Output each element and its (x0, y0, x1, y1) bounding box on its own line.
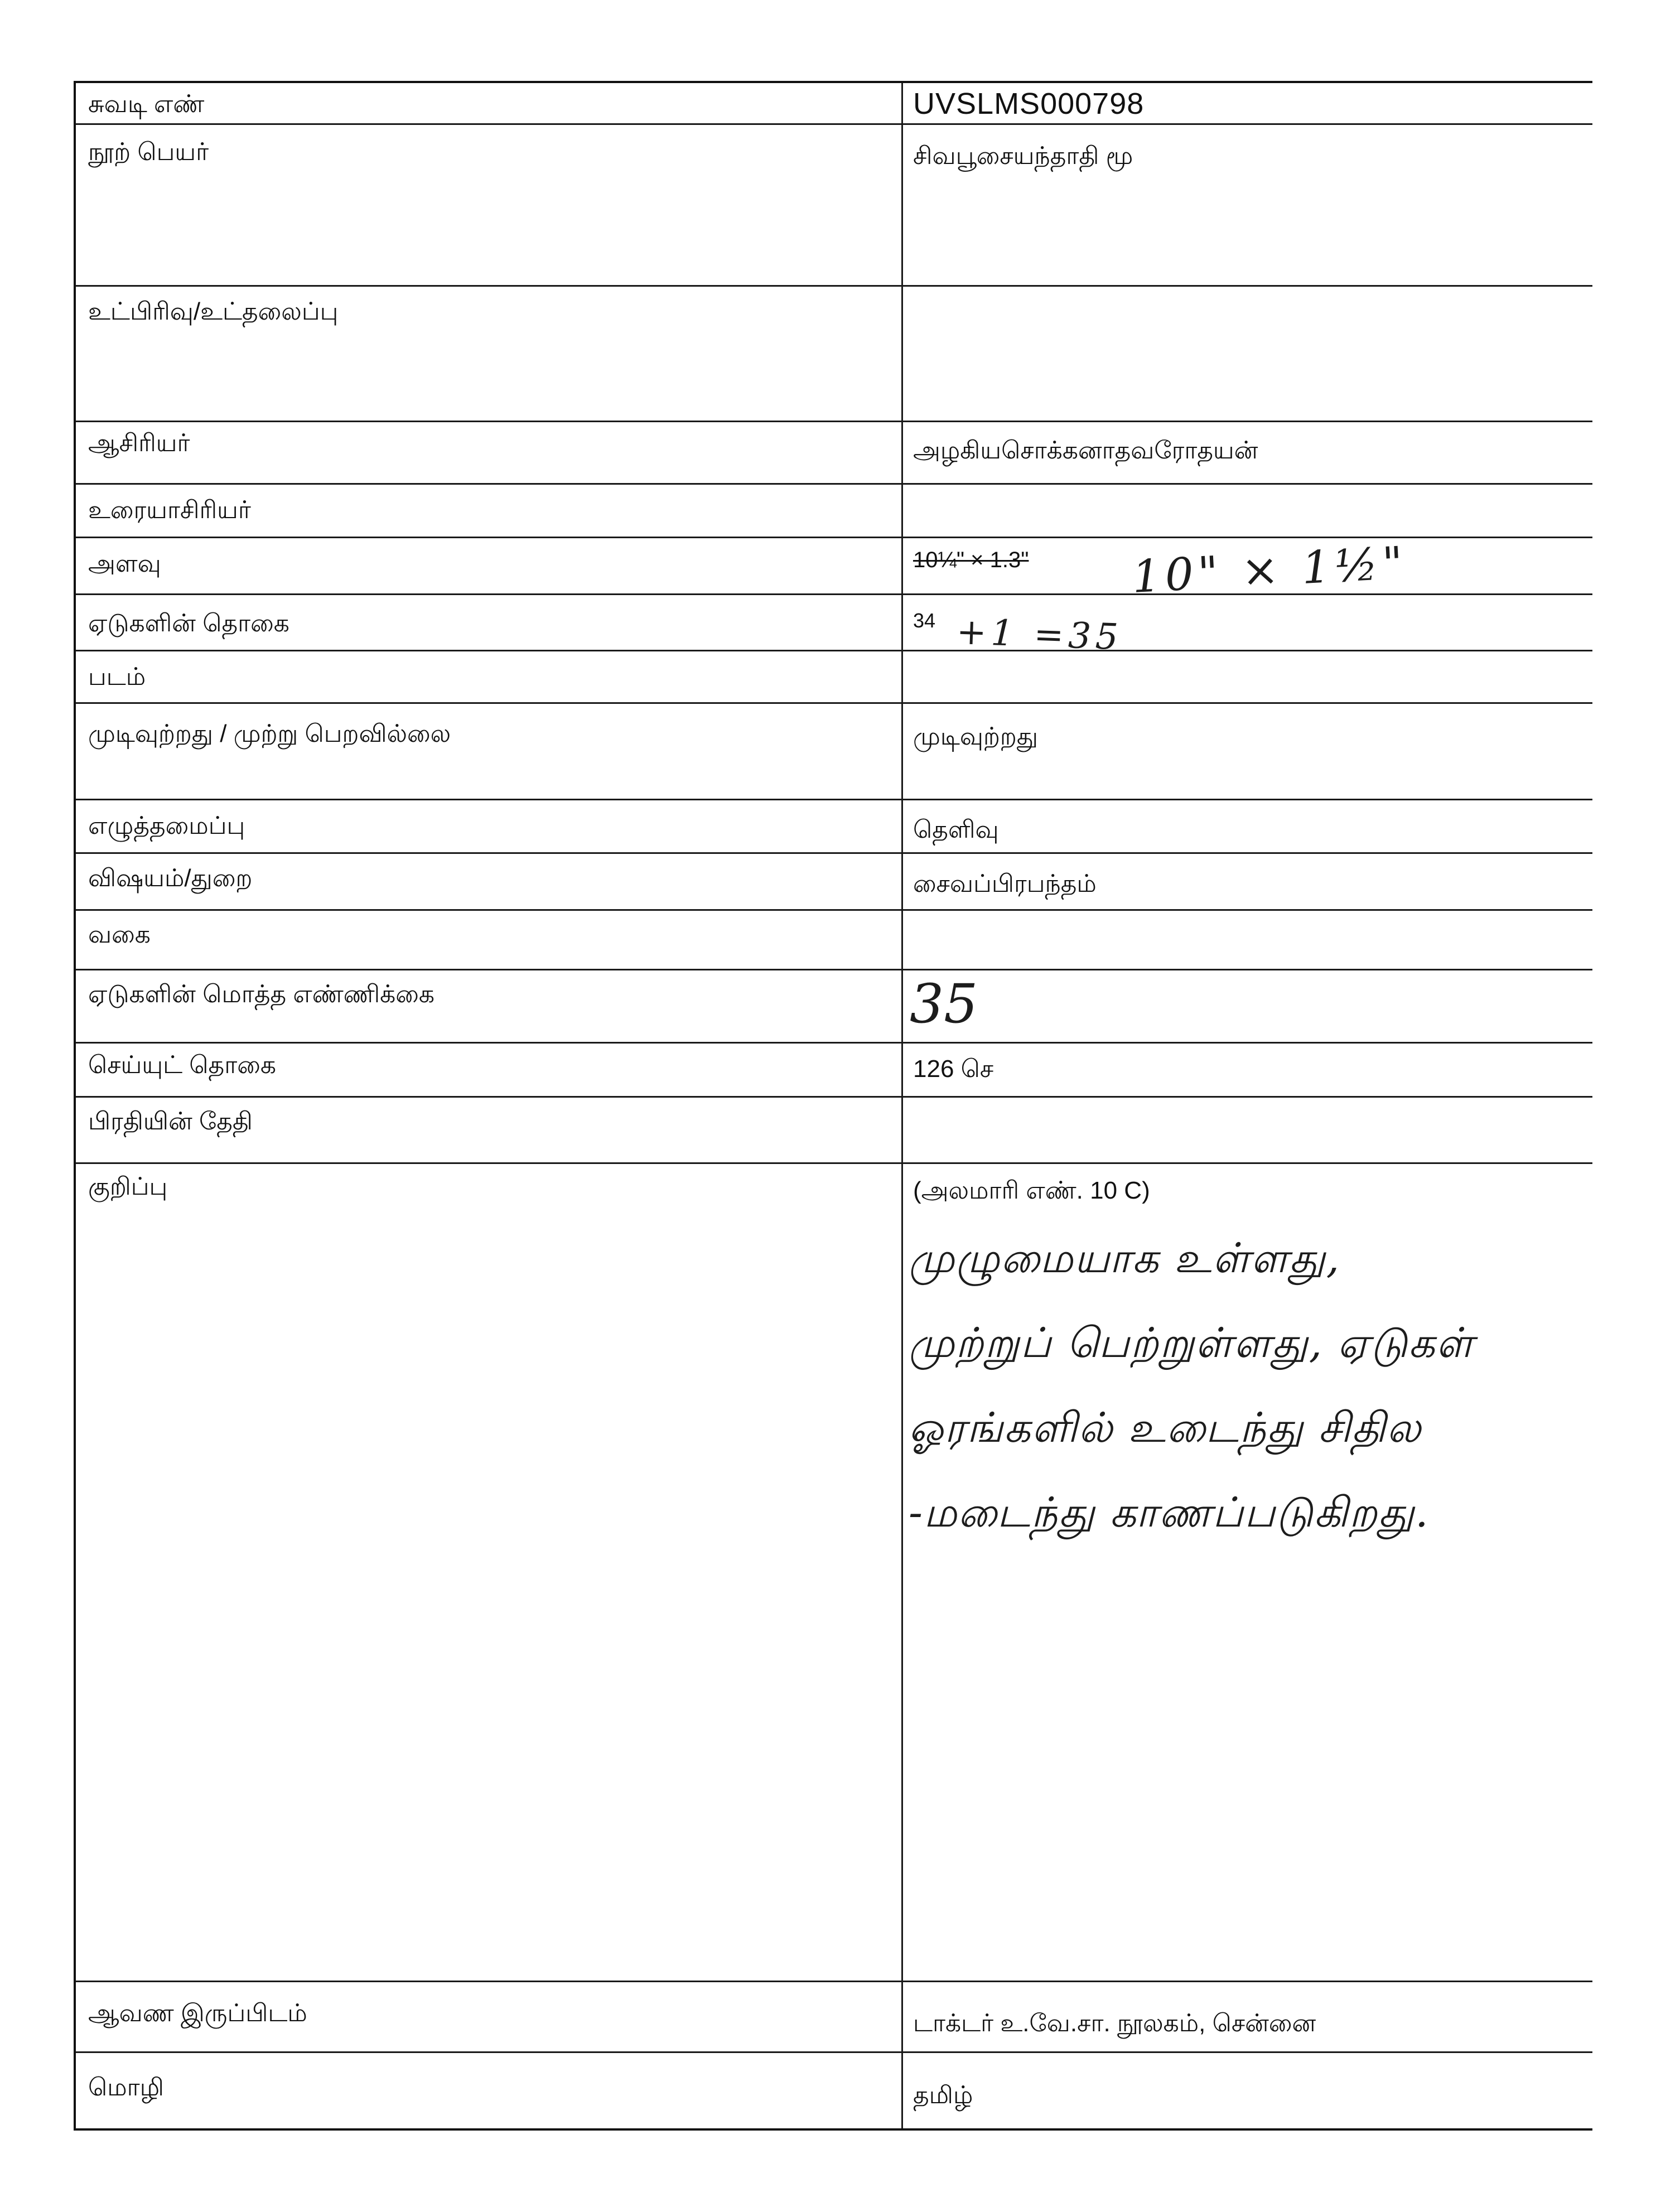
label-author: ஆசிரியர் (76, 422, 903, 483)
label-language: மொழி (76, 2053, 903, 2128)
value-illustration (903, 651, 1592, 702)
value-book-title: சிவபூசையந்தாதி மூ (913, 142, 1133, 170)
value-manuscript-number: UVSLMS000798 (913, 87, 1145, 120)
handwritten-note (909, 1216, 1589, 1555)
value-subject-field: சைவப்பிரபந்தம் (913, 870, 1097, 897)
row-language (76, 2053, 1592, 2128)
value-leaf-count (903, 595, 1592, 659)
handwritten-note-line: ஓரங்களில் உடைந்து சிதில (909, 1403, 1422, 1452)
row-verse-count (76, 1044, 1592, 1098)
row-dimensions (76, 537, 1592, 603)
row-commentator (76, 485, 1592, 538)
value-language: தமிழ் (913, 2081, 973, 2109)
label-category: வகை (76, 911, 903, 969)
value-dimensions (903, 537, 1592, 603)
label-book-title: நூற் பெயர் (76, 125, 903, 285)
value-script-quality: தெளிவு (913, 816, 999, 843)
label-notes: குறிப்பு (76, 1164, 903, 1981)
handwritten-dimensions: 10" × 1½" (1131, 537, 1409, 603)
label-leaf-count: ஏடுகளின் தொகை (76, 595, 903, 650)
row-completion-status (76, 704, 1592, 800)
label-subject-field: விஷயம்/துறை (76, 854, 903, 909)
row-illustration (76, 651, 1592, 704)
label-illustration: படம் (76, 651, 903, 702)
value-commentator (903, 485, 1592, 537)
value-document-location: டாக்டர் உ.வே.சா. நூலகம், சென்னை (913, 2010, 1316, 2037)
value-category (903, 911, 1592, 969)
row-subject-field (76, 854, 1592, 911)
catalog-form-table (74, 81, 1592, 2131)
label-total-leaf-count: ஏடுகளின் மொத்த எண்ணிக்கை (76, 970, 903, 1042)
value-author: அழகியசொக்கனாதவரோதயன் (913, 437, 1258, 464)
value-total-leaf-count (903, 970, 1592, 1042)
value-verse-count: 126 செ (913, 1055, 994, 1083)
printed-leaf-count: 34 (913, 609, 936, 632)
label-verse-count: செய்யுட் தொகை (76, 1044, 903, 1096)
handwritten-note-line: முற்றுப் பெற்றுள்ளது, ஏடுகள் (909, 1318, 1475, 1367)
handwritten-note-line: -மடைந்து காணப்படுகிறது. (909, 1488, 1430, 1537)
handwritten-total-leaf-count: 35 (910, 973, 978, 1035)
row-notes (76, 1164, 1592, 1982)
row-category (76, 911, 1592, 970)
row-author (76, 422, 1592, 485)
row-document-location (76, 1982, 1592, 2053)
row-subdivision-subtitle (76, 287, 1592, 422)
label-subdivision-subtitle: உட்பிரிவு/உட்தலைப்பு (76, 287, 903, 421)
label-dimensions: அளவு (76, 538, 903, 593)
row-copy-date (76, 1098, 1592, 1164)
label-completion-status: முடிவுற்றது / முற்று பெறவில்லை (76, 704, 903, 799)
label-manuscript-number: சுவடி எண் (76, 83, 903, 123)
row-leaf-count (76, 595, 1592, 659)
handwritten-leaf-count-addition: +1 =35 (955, 611, 1123, 659)
label-script-quality: எழுத்தமைப்பு (76, 800, 903, 852)
value-subdivision-subtitle (903, 287, 1592, 421)
label-copy-date: பிரதியின் தேதி (76, 1098, 903, 1162)
value-copy-date (903, 1098, 1592, 1162)
label-document-location: ஆவண இருப்பிடம் (76, 1982, 903, 2051)
value-completion-status: முடிவுற்றது (913, 723, 1039, 750)
handwritten-note-line: முழுமையாக உள்ளது, (909, 1234, 1341, 1282)
row-manuscript-number (76, 83, 1592, 125)
row-book-title (76, 125, 1592, 287)
label-commentator: உரையாசிரியர் (76, 485, 903, 537)
notes-cupboard-number: (அலமாரி எண். 10 C) (913, 1177, 1150, 1204)
row-script-quality (76, 800, 1592, 854)
struck-dimensions: 10¼" × 1.3" (913, 548, 1029, 572)
row-total-leaf-count (76, 970, 1592, 1044)
value-notes (903, 1164, 1592, 1981)
